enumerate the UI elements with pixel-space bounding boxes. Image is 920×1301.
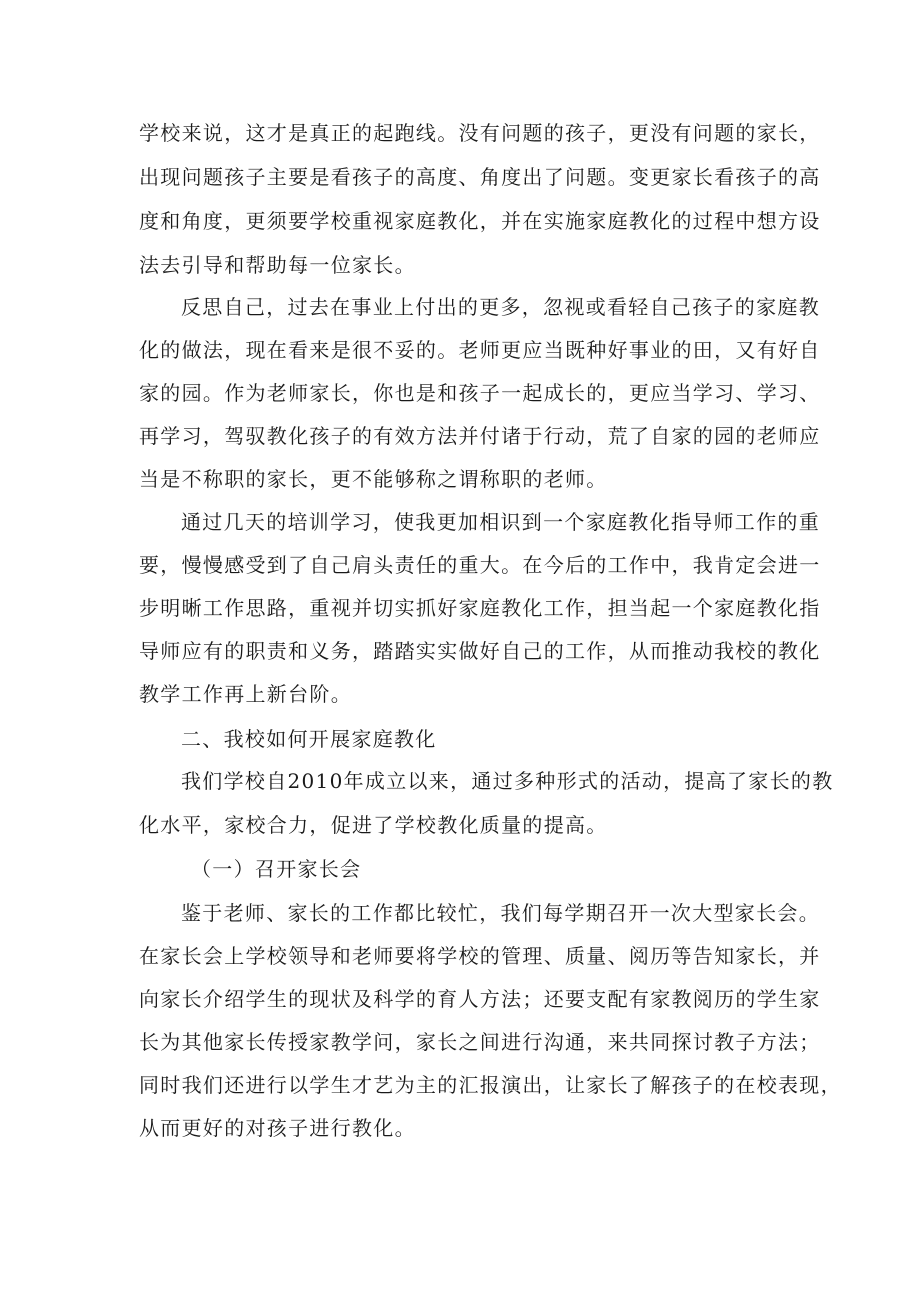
- text-line: 家的园。作为老师家长，你也是和孩子一起成长的，更应当学习、学习、: [139, 381, 821, 405]
- paragraph-first-line: 反思自己，过去在事业上付出的更多，忽视或看轻自己孩子的家庭教: [181, 295, 820, 319]
- paragraph-first-line: 鉴于老师、家长的工作都比较忙，我们每学期召开一次大型家长会。: [181, 901, 820, 925]
- text-line: 化的做法，现在看来是很不妥的。老师更应当既种好事业的田，又有好自: [139, 338, 821, 362]
- text-line: 从而更好的对孩子进行教化。: [139, 1116, 416, 1140]
- text-line: 步明晰工作思路，重视并切实抓好家庭教化工作，担当起一个家庭教化指: [139, 596, 821, 620]
- text-line: 法去引导和帮助每一位家长。: [139, 253, 416, 277]
- text-line: 长为其他家长传授家教学问，家长之间进行沟通，来共同探讨教子方法；: [139, 1030, 821, 1054]
- text-line: 教学工作再上新台阶。: [139, 682, 352, 706]
- subsection-heading: （一）召开家长会: [191, 857, 362, 881]
- text-line: 要，慢慢感受到了自己肩头责任的重大。在今后的工作中，我肯定会进一: [139, 553, 821, 577]
- text-line: 出现问题孩子主要是看孩子的高度、角度出了问题。变更家长看孩子的高: [139, 165, 821, 189]
- section-heading: 二、我校如何开展家庭教化: [181, 727, 437, 751]
- paragraph-first-line: 我们学校自2010年成立以来，通过多种形式的活动，提高了家长的教: [181, 769, 834, 793]
- text-line: 再学习，驾驭教化孩子的有效方法并付诸于行动，荒了自家的园的老师应: [139, 424, 821, 448]
- text-line: 化水平，家校合力，促进了学校教化质量的提高。: [139, 813, 608, 837]
- paragraph-first-line: 通过几天的培训学习，使我更加相识到一个家庭教化指导师工作的重: [181, 510, 820, 534]
- text-line: 同时我们还进行以学生才艺为主的汇报演出，让家长了解孩子的在校表现，: [139, 1073, 842, 1097]
- text-line: 当是不称职的家长，更不能够称之谓称职的老师。: [139, 467, 608, 491]
- text-line: 学校来说，这才是真正的起跑线。没有问题的孩子，更没有问题的家长，: [139, 121, 821, 145]
- text-line: 导师应有的职责和义务，踏踏实实做好自己的工作，从而推动我校的教化: [139, 639, 821, 663]
- text-line: 向家长介绍学生的现状及科学的育人方法；还要支配有家教阅历的学生家: [139, 987, 821, 1011]
- text-line: 在家长会上学校领导和老师要将学校的管理、质量、阅历等告知家长，并: [139, 944, 821, 968]
- text-line: 度和角度，更须要学校重视家庭教化，并在实施家庭教化的过程中想方设: [139, 209, 821, 233]
